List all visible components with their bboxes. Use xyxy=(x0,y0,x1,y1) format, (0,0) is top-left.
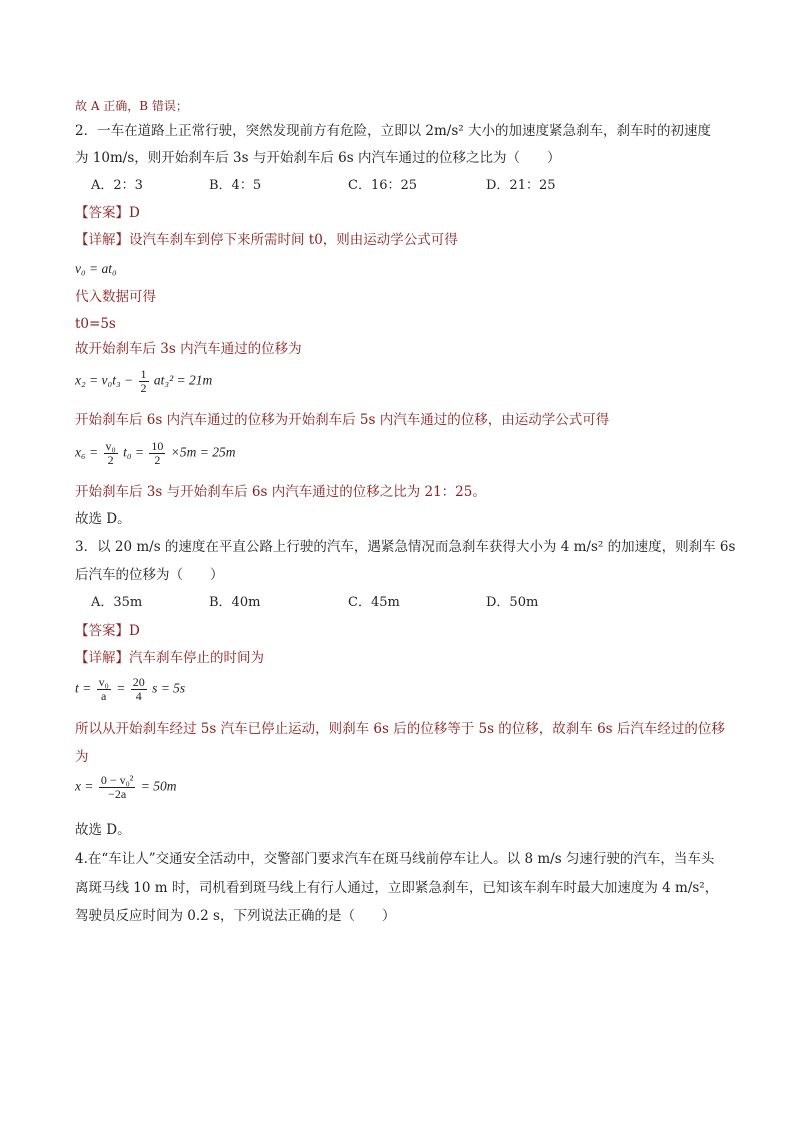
q3-option-a: A．35m xyxy=(91,595,143,610)
q3-option-d: D．50m xyxy=(486,595,539,610)
q2-detail: 【详解】设汽车刹车到停下来所需时间 t0，则由运动学公式可得 xyxy=(75,232,458,248)
q2-eq2: x₂ = v₀t₃ − $\frac{1}{2}$ at₃² = 21m xyxy=(75,367,213,395)
q3-explain-line1: 所以从开始刹车经过 5s 汽车已停止运动，则刹车 6s 后的位移等于 5s 的位移，故刹车 6s 后汽车经过的位移 xyxy=(75,721,725,737)
q3-stem-line2: 后汽车的位移为（ ） xyxy=(75,567,224,583)
q2-stem-line2: 为 10m/s，则开始刹车后 3s 与开始刹车后 6s 内汽车通过的位移之比为（ ） xyxy=(75,150,561,166)
q2-s6-intro: 开始刹车后 6s 内汽车通过的位移为开始刹车后 5s 内汽车通过的位移，由运动学公式可得 xyxy=(75,412,610,428)
q2-choose: 故选 D。 xyxy=(75,511,131,527)
q3-eq1: t = $\frac{\text{v₀}}{a}$ = $\frac{20}{4}$ s = 5s xyxy=(75,675,186,703)
q3-detail: 【详解】汽车刹车停止的时间为 xyxy=(75,650,264,666)
q2-option-a: A．2：3 xyxy=(91,178,143,193)
q3-option-c: C．45m xyxy=(348,595,400,610)
q3-explain-line2: 为 xyxy=(75,749,89,765)
q3-answer: 【答案】D xyxy=(75,623,140,639)
q2-substitute: 代入数据可得 xyxy=(75,289,156,305)
q2-ratio: 开始刹车后 3s 与开始刹车后 6s 内汽车通过的位移之比为 21：25。 xyxy=(75,484,486,500)
q2-eq3: x₆ = $\frac{\text{v₀}}{2}$ t₀ = $\frac{10}{2}$ ×5m = 25m xyxy=(75,439,236,467)
q2-option-b: B．4：5 xyxy=(209,178,262,193)
q2-stem-line1: 2．一车在道路上正常行驶，突然发现前方有危险，立即以 2m/s² 大小的加速度紧急刹车，刹车时的初速度 xyxy=(75,123,711,139)
previous-conclusion: 故 A 正确，B 错误； xyxy=(75,99,188,113)
q2-option-c: C．16：25 xyxy=(348,178,418,193)
q2-option-d: D．21：25 xyxy=(486,178,556,193)
q4-stem-line3: 驾驶员反应时间为 0.2 s，下列说法正确的是（ ） xyxy=(75,908,396,924)
q3-option-b: B．40m xyxy=(209,595,261,610)
q4-stem-line2: 离斑马线 10 m 时，司机看到斑马线上有行人通过，立即紧急刹车，已知该车刹车时最大加速度为 4 m/s²， xyxy=(75,880,719,896)
q2-answer: 【答案】D xyxy=(75,205,140,221)
q2-s3-intro: 故开始刹车后 3s 内汽车通过的位移为 xyxy=(75,341,302,357)
q2-t0: t0=5s xyxy=(75,316,116,332)
q2-eq1: v₀ = at₀ xyxy=(75,261,117,276)
q4-stem-line1: 4.在“车让人”交通安全活动中，交警部门要求汽车在斑马线前停车让人。以 8 m/s 匀速行驶的汽车，当车头 xyxy=(75,851,715,867)
q3-choose: 故选 D。 xyxy=(75,822,131,838)
q3-stem-line1: 3．以 20 m/s 的速度在平直公路上行驶的汽车，遇紧急情况而急刹车获得大小为 4 m/s² 的加速度，则刹车 6s xyxy=(75,539,736,555)
q3-eq2: x = $\frac{\text{0 − v₀²}}{-2a}$ = 50m xyxy=(75,773,177,801)
